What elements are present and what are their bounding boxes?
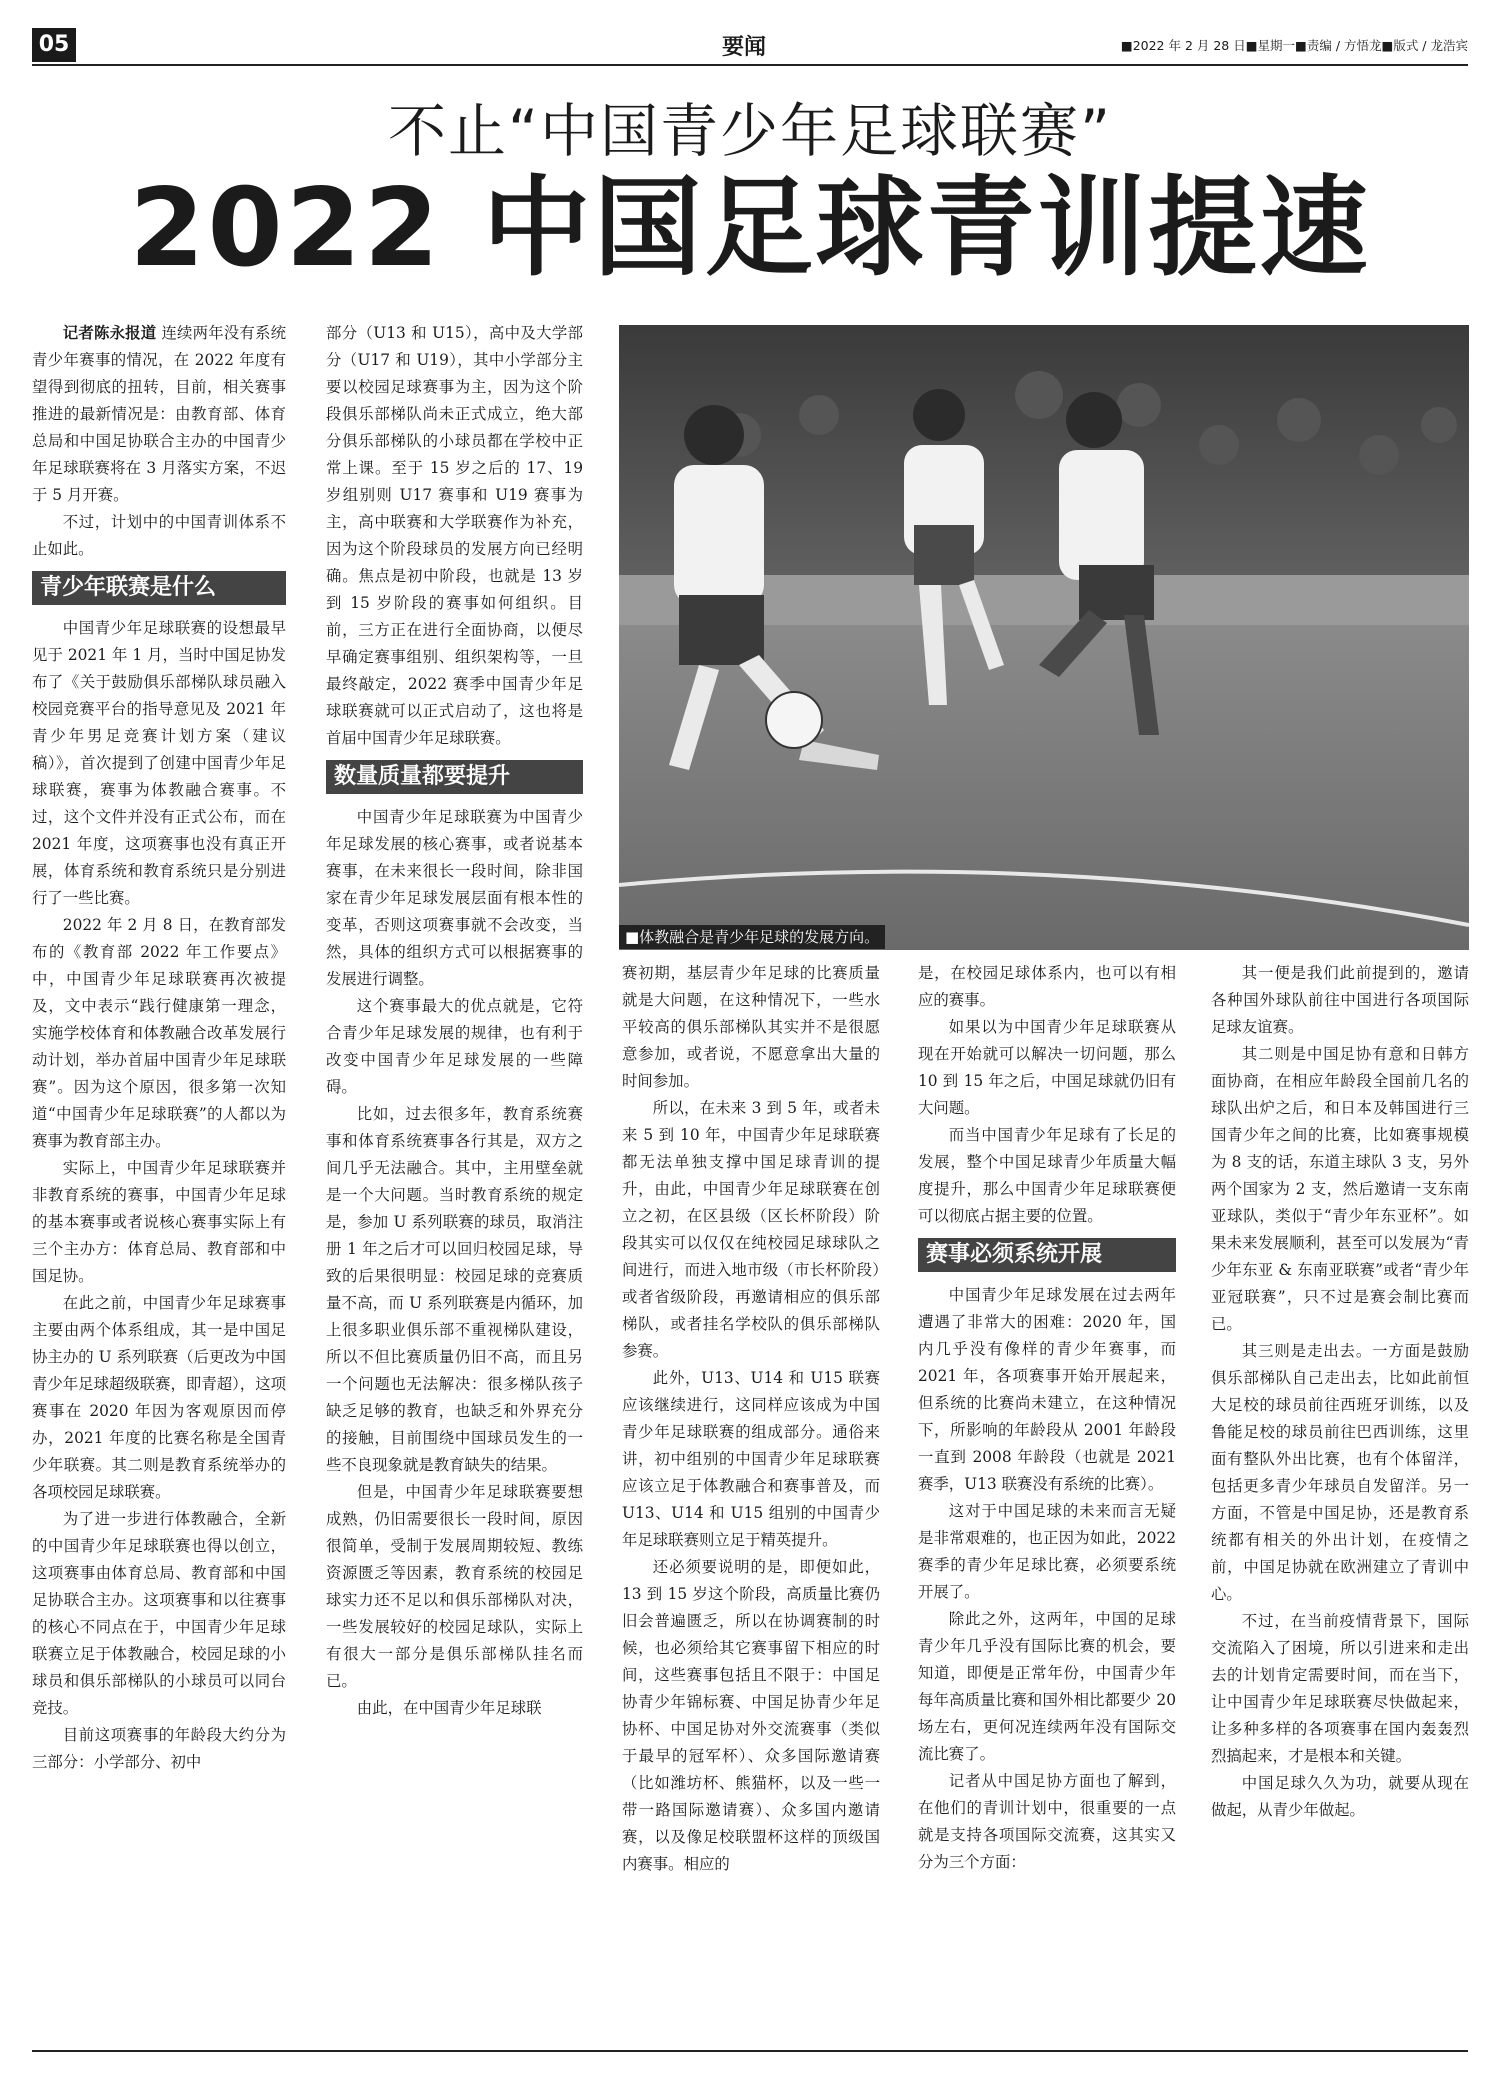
text-column-2 <box>326 320 583 1722</box>
paragraph: 在此之前，中国青少年足球赛事主要由两个体系组成，其一是中国足协主办的 U 系列联赛（后更改为中国青少年足球超级联赛，即青超），这项赛事在 2020 年因为客观原因而停办，2021 年度的比赛名称是全国青少年联赛。其二则是教育系统举办的各项校园足球联赛。 <box>32 1294 286 1501</box>
article-kicker: 不止“中国青少年足球联赛” <box>387 97 1113 165</box>
match-photo <box>619 325 1469 950</box>
paragraph-text: 连续两年没有系统青少年赛事的情况，在 2022 年度有望得到彻底的扭转，目前，相关赛事推进的最新情况是：由教育部、体育总局和中国足协联合主办的中国青少年足球联赛将在 3 月落实方案，不迟于 5 月开赛。 <box>32 324 286 504</box>
paragraph: 是，在校园足球体系内，也可以有相应的赛事。 <box>918 964 1176 1009</box>
paragraph: 其一便是我们此前提到的，邀请各种国外球队前往中国进行各项国际足球友谊赛。 <box>1211 964 1469 1036</box>
paragraph: 这个赛事最大的优点就是，它符合青少年足球发展的规律，也有利于改变中国青少年足球发展的一些障碍。 <box>326 997 583 1096</box>
paragraph: 中国青少年足球联赛为中国青少年足球发展的核心赛事，或者说基本赛事，在未来很长一段时间，除非国家在青少年足球发展层面有根本性的变革，否则这项赛事就不会改变，当然，具体的组织方式可以根据赛事的发展进行调整。 <box>326 808 583 988</box>
paragraph: 这对于中国足球的未来而言无疑是非常艰难的，也正因为如此，2022 赛季的青少年足球比赛，必须要系统开展了。 <box>918 1502 1176 1601</box>
text-column-3 <box>622 960 880 1878</box>
issue-meta: ■2022 年 2 月 28 日■星期一■责编 / 方悟龙■版式 / 龙浩宾 <box>1120 38 1468 53</box>
page-header <box>32 28 1468 62</box>
paragraph: 中国足球久久为功，就要从现在做起，从青少年做起。 <box>1211 1774 1469 1819</box>
article-headline: 2022 中国足球青训提速 <box>129 166 1371 291</box>
paragraph: 由此，在中国青少年足球联 <box>356 1699 542 1717</box>
subhead-what-is-league: 青少年联赛是什么 <box>32 571 286 605</box>
paragraph: 目前这项赛事的年龄段大约分为三部分：小学部分、初中 <box>32 1726 286 1771</box>
section-name: 要闻 <box>722 35 767 60</box>
paragraph: 实际上，中国青少年足球联赛并非教育系统的赛事，中国青少年足球的基本赛事或者说核心赛事实际上有三个主办方：体育总局、教育部和中国足协。 <box>32 1159 286 1285</box>
paragraph: 此外，U13、U14 和 U15 联赛应该继续进行，这同样应该成为中国青少年足球联赛的组成部分。通俗来讲，初中组别的中国青少年足球联赛应该立足于体教融合和赛事普及，而 U13、U14 和 U15 组别的中国青少年足球联赛则立足于精英提升。 <box>622 1369 880 1549</box>
lead-paragraph <box>32 320 286 509</box>
paragraph: 2022 年 2 月 8 日，在教育部发布的《教育部 2022 年工作要点》中，中国青少年足球联赛再次被提及，文中表示“践行健康第一理念，实施学校体育和体教融合改革发展行动计划，举办首届中国青少年足球联赛”。因为这个原因，很多第一次知道“中国青少年足球联赛”的人都以为赛事为教育部主办。 <box>32 916 286 1150</box>
paragraph: 部分（U13 和 U15），高中及大学部分（U17 和 U19），其中小学部分主要以校园足球赛事为主，因为这个阶段俱乐部梯队尚未正式成立，绝大部分俱乐部梯队的小球员都在学校中正常上课。至于 15 岁之后的 17、19 岁组别则 U17 赛事和 U19 赛事为主，高中联赛和大学联赛作为补充，因为这个阶段球员的发展方向已经明确。焦点是初中阶段，也就是 13 岁到 15 岁阶段的赛事如何组织。目前，三方正在进行全面协商，以便尽早确定赛事组别、组织架构等，一旦最终敲定，2022 赛季中国青少年足球联赛就可以正式启动了，这也将是首届中国青少年足球联赛。 <box>326 324 583 747</box>
subhead-quantity-quality: 数量质量都要提升 <box>326 760 583 794</box>
paragraph: 不过，在当前疫情背景下，国际交流陷入了困境，所以引进来和走出去的计划肯定需要时间，而在当下，让中国青少年足球联赛尽快做起来，让多种多样的各项赛事在国内轰轰烈烈搞起来，才是根本和关键。 <box>1211 1612 1469 1765</box>
paragraph: 还必须要说明的是，即便如此，13 到 15 岁这个阶段，高质量比赛仍旧会普遍匮乏，所以在协调赛制的时候，也必须给其它赛事留下相应的时间，这些赛事包括且不限于：中国足协青少年锦标赛、中国足协青少年足协杯、中国足协对外交流赛事（类似于最早的冠军杯）、众多国际邀请赛（比如潍坊杯、熊猫杯，以及一些一带一路国际邀请赛）、众多国内邀请赛，以及像足校联盟杯这样的顶级国内赛事。相应的 <box>622 1558 880 1873</box>
byline: 记者陈永报道 <box>62 324 157 342</box>
paragraph: 赛初期，基层青少年足球的比赛质量就是大问题，在这种情况下，一些水平较高的俱乐部梯队其实并不是很愿意参加，或者说，不愿意拿出大量的时间参加。 <box>622 964 880 1090</box>
paragraph: 中国青少年足球联赛的设想最早见于 2021 年 1 月，当时中国足协发布了《关于鼓励俱乐部梯队球员融入校园竞赛平台的指导意见及 2021 年青少年男足竞赛计划方案（建议稿）》，首次提到了创建中国青少年足球联赛，赛事为体教融合赛事。不过，这个文件并没有正式公布，而在 2021 年度，这项赛事也没有真正开展，体育系统和教育系统只是分别进行了一些比赛。 <box>32 619 286 907</box>
paragraph: 其三则是走出去。一方面是鼓励俱乐部梯队自己走出去，比如此前恒大足校的球员前往西班牙训练，以及鲁能足校的球员前往巴西训练，这里面有整队外出比赛，也有个体留洋，包括更多青少年球员自发留洋。另一方面，不管是中国足协，还是教育系统都有相关的外出计划，在疫情之前，中国足协就在欧洲建立了青训中心。 <box>1211 1342 1469 1603</box>
paragraph: 记者从中国足协方面也了解到，在他们的青训计划中，很重要的一点就是支持各项国际交流赛，这其实又分为三个方面： <box>918 1772 1176 1871</box>
paragraph: 中国青少年足球发展在过去两年遭遇了非常大的困难：2020 年，国内几乎没有像样的青少年赛事，而 2021 年，各项赛事开始开展起来，但系统的比赛尚未建立，在这种情况下，所影响的年龄段从 2001 年龄段一直到 2008 年龄段（也就是 2021 赛季，U13 联赛没有系统的比赛）。 <box>918 1286 1176 1493</box>
paragraph: 而当中国青少年足球有了长足的发展，整个中国足球青少年质量大幅度提升，那么中国青少年足球联赛便可以彻底占据主要的位置。 <box>918 1126 1176 1225</box>
text-column-4 <box>918 960 1176 1876</box>
photo-caption: ■体教融合是青少年足球的发展方向。 <box>619 925 885 949</box>
subhead-systematic-events: 赛事必须系统开展 <box>918 1238 1176 1272</box>
paragraph: 如果以为中国青少年足球联赛从现在开始就可以解决一切问题，那么 10 到 15 年之后，中国足球就仍旧有大问题。 <box>918 1018 1176 1117</box>
paragraph: 不过，计划中的中国青训体系不止如此。 <box>32 513 286 558</box>
youth-football-photo <box>619 325 1469 950</box>
text-column-5 <box>1211 960 1469 1824</box>
paragraph: 比如，过去很多年，教育系统赛事和体育系统赛事各行其是，双方之间几乎无法融合。其中，主用壁垒就是一个大问题。当时教育系统的规定是，参加 U 系列联赛的球员，取消注册 1 年之后才可以回归校园足球，导致的后果很明显：校园足球的竞赛质量不高，而 U 系列联赛是内循环，加上很多职业俱乐部不重视梯队建设，所以不但比赛质量仍旧不高，而且另一个问题也无法解决：很多梯队孩子缺乏足够的教育，也缺乏和外界充分的接触，目前围绕中国球员发生的一些不良现象就是教育缺失的结果。 <box>326 1105 583 1474</box>
footer-divider <box>32 2050 1468 2052</box>
page-number: 05 <box>32 28 76 62</box>
header-divider <box>32 64 1468 66</box>
paragraph: 除此之外，这两年，中国的足球青少年几乎没有国际比赛的机会，要知道，即便是正常年份，中国青少年每年高质量比赛和国外相比都要少 20 场左右，更何况连续两年没有国际交流比赛了。 <box>918 1610 1176 1763</box>
paragraph: 所以，在未来 3 到 5 年，或者未来 5 到 10 年，中国青少年足球联赛都无法单独支撑中国足球青训的提升，由此，中国青少年足球联赛在创立之初，在区县级（区长杯阶段）阶段其实可以仅仅在纯校园足球球队之间进行，而进入地市级（市长杯阶段）或者省级阶段，再邀请相应的俱乐部梯队，或者挂名学校队的俱乐部梯队参赛。 <box>622 1099 880 1360</box>
paragraph: 为了进一步进行体教融合，全新的中国青少年足球联赛也得以创立，这项赛事由体育总局、教育部和中国足协联合主办。这项赛事和以往赛事的核心不同点在于，中国青少年足球联赛立足于体教融合，校园足球的小球员和俱乐部梯队的小球员可以同台竞技。 <box>32 1510 286 1717</box>
paragraph: 其二则是中国足协有意和日韩方面协商，在相应年龄段全国前几名的球队出炉之后，和日本及韩国进行三国青少年之间的比赛，比如赛事规模为 8 支的话，东道主球队 3 支，另外两个国家为 2 支，然后邀请一支东南亚球队，类似于“青少年东亚杯”。如果未来发展顺利，甚至可以发展为“青少年东亚 & 东南亚联赛”或者“青少年亚冠联赛”，只不过是赛会制比赛而已。 <box>1211 1045 1469 1333</box>
text-column-1 <box>32 320 286 1776</box>
paragraph: 但是，中国青少年足球联赛要想成熟，仍旧需要很长一段时间，原因很简单，受制于发展周期较短、教练资源匮乏等因素，教育系统的校园足球实力还不足以和俱乐部梯队对决，一些发展较好的校园足球队，实际上有很大一部分是俱乐部梯队挂名而已。 <box>326 1483 583 1690</box>
